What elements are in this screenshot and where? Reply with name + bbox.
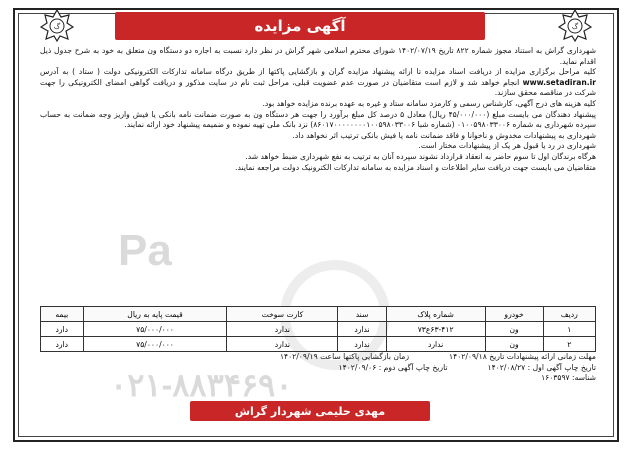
col-deed: سند [338,307,386,322]
emblem-left-icon [40,8,74,42]
notice-body [40,46,596,173]
cell-fuel-card: ندارد [227,322,338,337]
page-title: آگهی مزایده [254,17,346,35]
signature-bar [190,401,430,421]
cell-vehicle: ون [485,337,543,352]
paragraph-applicants: متقاضیان می بایست جهت دریافت سایر اطلاعات و اسناد مزایده به سامانه تدارکات الکترونیک دولت مراجعه نمایند. [235,162,596,172]
col-row: ردیف [543,307,595,322]
second-print-date: تاریخ چاپ آگهی دوم : ۱۴۰۲/۰۹/۰۶ [338,362,448,372]
website-link[interactable]: www.setadiran.ir [522,77,596,87]
opening-text: زمان بازگشایی پاکتها ساعت ۱۴۰۲/۰۹/۱۹ [279,352,410,361]
emblem-right-icon [558,8,592,42]
cell-plate: ندارد [386,337,485,352]
paragraph-winners: هرگاه برندگان اول تا سوم حاضر به انعقاد قرارداد نشوند سپرده آنان به ترتیب به نفع شهرداری ضبط خواهد شد. [245,151,596,161]
paragraph-procedure: کلیه مراحل برگزاری مزایده از دریافت اسناد مزایده تا ارائه پیشنهاد مزایده گران و بازگشایی پاکتها از طریق درگاه سامانه تدارکات الکترونیکی دولت ( ستاد ) به آدرس www.setadiran.ir انجام خواهد شد و لازم است متقاضیان در صورت عدم عضویت قبلی، مراحل ثبت نام در سایت مذکور و دریافت گواهی امضای الکترونیکی را جهت شرکت در مناقصه محقق سازند. [40,67,596,98]
notice-id: شناسه: ۱۶۰۳۵۹۷ [541,373,596,383]
deadline-text: مهلت زمانی ارائه پیشنهادات تاریخ ۱۴۰۲/۰۹/۱۸ [449,352,596,361]
watermark-phone: ۰۲۱-۸۸۳۴۶۹۰ [110,367,293,403]
paragraph-intro: شهرداری گراش به استناد مجوز شماره ۸۲۲ تاریخ ۱۴۰۲/۰۷/۱۹ شورای محترم اسلامی شهر گراش در نظر دارد نسبت به اجاره دو دستگاه ون متعلق به خود به شرح جدول ذیل اقدام نماید. [40,46,597,66]
table-row [41,337,596,352]
header-bar [115,12,485,40]
watermark-brand: Pa [118,226,172,275]
table-row [41,322,596,337]
cell-base-price: ۷۵/۰۰۰/۰۰۰ [83,322,227,337]
col-insurance: بیمه [41,307,84,322]
svg-text:گ: گ [53,23,61,31]
cell-vehicle: ون [485,322,543,337]
vehicle-table [40,306,596,352]
col-base-price: قیمت پایه به ریال [83,307,227,322]
svg-text:گ: گ [571,23,579,31]
cell-insurance: دارد [41,322,84,337]
col-vehicle: خودرو [485,307,543,322]
cell-plate: ۶۳-۴۱۲ع۷۳ [386,322,485,337]
cell-insurance: دارد [41,337,84,352]
col-fuel-card: کارت سوخت [227,307,338,322]
table-header-row [41,307,596,322]
signature-text: مهدی حلیمی شهردار گراش [234,404,386,418]
paragraph-rejection: شهرداری به پیشنهادات مخدوش و ناخوانا و فاقد ضمانت نامه یا فیش بانکی ترتیب اثر نخواهد داد. [292,130,596,140]
paragraph-authority: شهرداری در رد یا قبول هر یک از پیشنهادات مختار است. [418,141,596,151]
cell-base-price: ۷۵/۰۰۰/۰۰۰ [83,337,227,352]
cell-deed: ندارد [338,322,386,337]
col-plate: شماره پلاک [386,307,485,322]
paragraph-costs: کلیه هزینه های درج آگهی، کارشناس رسمی و کارمزد سامانه ستاد و غیره به عهده برنده مزایده خواهد بود. [262,98,596,108]
paragraph-guarantee: پیشنهاد دهندگان می بایست مبلغ (۴۵/۰۰۰/۰۰۰ ریال) معادل ۵ درصد کل مبلغ برآورد را جهت هر دستگاه ون به صورت ضمانت نامه بانکی یا فیش واریز وجه ضمانت به حساب سپرده شهرداری به شماره ۰۱۰۰۵۹۸۰۳۳۰۰۶ (شماره شبا ۸۶۰۱۷۰۰۰۰۰۰۰۰۱۰۰۵۹۸۰۳۳۰۰۶) نزد بانک ملی تهیه نموده و ضمیمه پیشنهاد خود ارائه نمایند. [40,109,596,130]
notice-footer [40,352,596,384]
cell-row: ۲ [543,337,595,352]
first-print-date: تاریخ چاپ آگهی اول : ۱۴۰۲/۰۸/۲۷ [487,362,596,372]
cell-row: ۱ [543,322,595,337]
cell-fuel-card: ندارد [227,337,338,352]
cell-deed: ندارد [338,337,386,352]
